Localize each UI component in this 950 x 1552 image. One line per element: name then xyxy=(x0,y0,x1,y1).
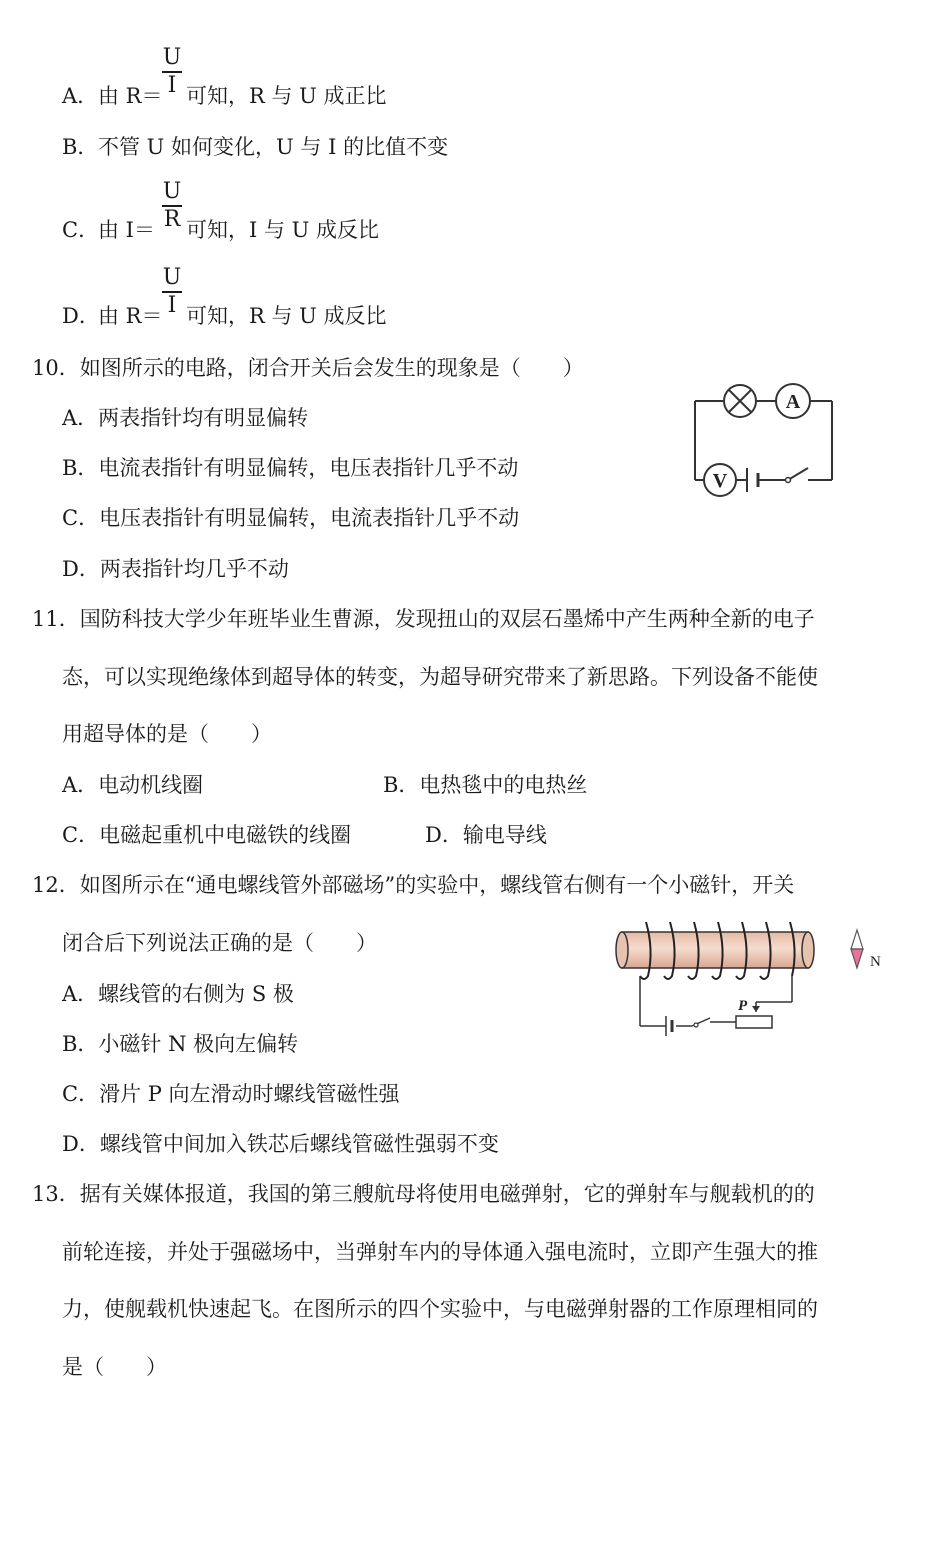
q12-option-b: B．小磁针 N 极向左偏转 xyxy=(62,1032,299,1056)
q10-option-b: B．电流表指针有明显偏转，电压表指针几乎不动 xyxy=(62,456,519,480)
option-post: 可知，I 与 U 成反比 xyxy=(186,218,380,242)
q11-option-a: A．电动机线圈 xyxy=(62,773,204,797)
option-post: 可知，R 与 U 成反比 xyxy=(186,304,387,328)
fraction xyxy=(160,266,184,318)
option-letter: C． xyxy=(62,218,100,242)
numerator: U xyxy=(162,265,182,290)
q12-solenoid-diagram xyxy=(610,918,900,1043)
needle-label: N xyxy=(870,954,881,970)
denominator: R xyxy=(163,207,181,232)
slider-label: P xyxy=(738,998,748,1014)
solenoid-core xyxy=(616,932,814,968)
switch-icon xyxy=(692,1018,710,1027)
fraction xyxy=(160,46,184,98)
ammeter-label: A xyxy=(785,391,801,413)
q13-stem-line-2: 前轮连接，并处于强磁场中，当弹射车内的导体通入强电流时，立即产生强大的推 xyxy=(62,1240,818,1264)
q11-stem-line-3: 用超导体的是（ ） xyxy=(62,722,272,746)
compass-needle-icon xyxy=(851,930,881,970)
option-text: 不管 U 如何变化，U 与 I 的比值不变 xyxy=(98,135,449,159)
q13-stem-line-1: 13．据有关媒体报道，我国的第三艘航母将使用电磁弹射，它的弹射车与舰载机的的 xyxy=(32,1182,815,1206)
q13-stem-line-3: 力，使舰载机快速起飞。在图所示的四个实验中，与电磁弹射器的工作原理相同的 xyxy=(62,1297,818,1321)
voltmeter-icon xyxy=(704,464,736,496)
switch-icon xyxy=(786,468,809,483)
q11-stem-line-2: 态，可以实现绝缘体到超导体的转变，为超导研究带来了新思路。下列设备不能使 xyxy=(62,665,818,689)
bulb-icon xyxy=(724,385,756,417)
q10-stem: 10．如图所示的电路，闭合开关后会发生的现象是（ ） xyxy=(32,356,584,380)
option-post: 可知，R 与 U 成正比 xyxy=(186,84,387,108)
q12-option-a: A．螺线管的右侧为 S 极 xyxy=(62,982,294,1006)
q10-option-a: A．两表指针均有明显偏转 xyxy=(62,406,309,430)
q12-option-d: D．螺线管中间加入铁芯后螺线管磁性强弱不变 xyxy=(62,1132,499,1156)
option-pre: 由 R＝ xyxy=(98,304,163,328)
q10-option-c: C．电压表指针有明显偏转，电流表指针几乎不动 xyxy=(62,506,520,530)
ammeter-icon xyxy=(776,384,810,418)
denominator: I xyxy=(167,73,177,98)
denominator: I xyxy=(167,293,177,318)
option-pre: 由 R＝ xyxy=(98,84,163,108)
numerator: U xyxy=(162,179,182,204)
q11-stem-line-1: 11．国防科技大学少年班毕业生曹源，发现扭山的双层石墨烯中产生两种全新的电子 xyxy=(32,607,815,631)
fraction xyxy=(160,180,184,232)
q13-stem-line-4: 是（ ） xyxy=(62,1355,167,1379)
q12-stem-line-2: 闭合后下列说法正确的是（ ） xyxy=(62,931,377,955)
q11-option-c: C．电磁起重机中电磁铁的线圈 xyxy=(62,823,352,847)
voltmeter-label: V xyxy=(712,470,728,492)
q10-circuit-diagram xyxy=(690,380,840,498)
battery-icon xyxy=(666,1016,672,1036)
numerator: U xyxy=(162,45,182,70)
q11-option-b: B．电热毯中的电热丝 xyxy=(383,773,588,797)
option-letter: B． xyxy=(62,135,99,159)
option-letter: D． xyxy=(62,304,100,328)
option-pre: 由 I＝ xyxy=(98,218,155,242)
option-letter: A． xyxy=(62,84,99,108)
q12-option-c: C．滑片 P 向左滑动时螺线管磁性强 xyxy=(62,1082,400,1106)
q10-option-d: D．两表指针均几乎不动 xyxy=(62,557,289,581)
battery-icon xyxy=(747,468,758,492)
q12-stem-line-1: 12．如图所示在“通电螺线管外部磁场”的实验中，螺线管右侧有一个小磁针，开关 xyxy=(32,873,795,897)
q11-option-d: D．输电导线 xyxy=(425,823,547,847)
slider-arrow-icon xyxy=(752,1006,760,1012)
